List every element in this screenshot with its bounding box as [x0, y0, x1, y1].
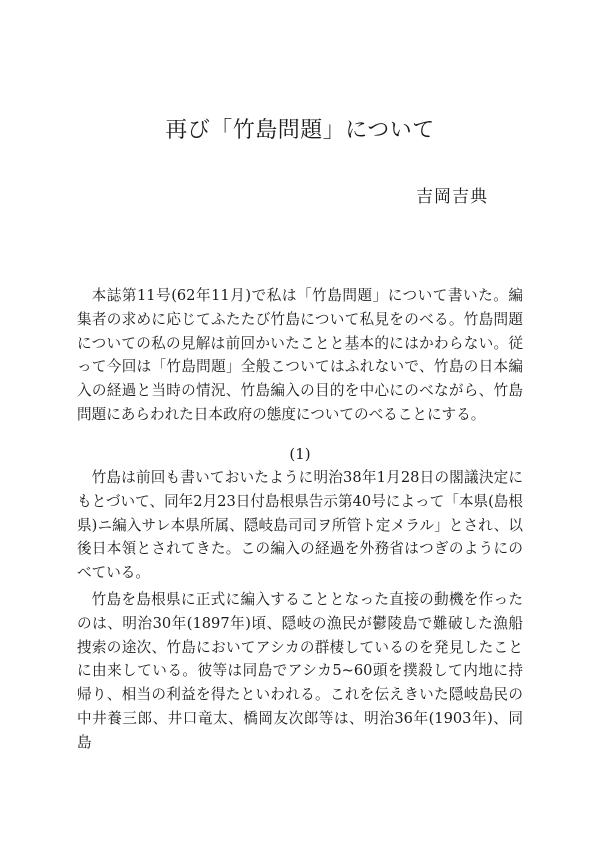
section-heading: (1): [289, 445, 311, 463]
body-paragraph: 竹島は前回も書いておいたように明治38年1月28日の閣議決定にもとづいて、同年2月23日付島根県告示第40号によって「本県(島根県)ニ編入サレ本県所属、隠岐島司司ヲ所管ト定メラル」とされ、以後日本領とされてきた。この編入の経過を外務省はつぎのようにのべている。: [77, 469, 523, 582]
author-name: 吉岡吉典: [416, 187, 488, 207]
body-paragraph: 竹島を島根県に正式に編入することとなった直接の動機を作ったのは、明治30年(1897年)頃、隠岐の漁民が鬱陵島で難破した漁船捜索の途次、竹島においてアシカの群棲しているのを発見したことに由来している。彼等は同島でアシカ5~60頭を撲殺して内地に持帰り、相当の利益を得たといわれる。これを伝えきいた隠岐島民の中井養三郎、井口竜太、橋岡友次郎等は、明治36年(1903年)、同島: [77, 591, 523, 751]
intro-paragraph: 本誌第11号(62年11月)で私は「竹島問題」について書いた。編集者の求めに応じてふたたび竹島について私見をのべる。竹島問題についての私の見解は前回かいたことと基本的にはかわらない。従って今回は「竹島問題」全般こついてはふれないで、竹島の日本編入の経過と当時の情況、竹島編入の目的を中心にのべながら、竹島問題にあらわれた日本政府の態度についてのべることにする。: [77, 287, 523, 423]
article-title: 再び「竹島問題」について: [165, 118, 435, 143]
